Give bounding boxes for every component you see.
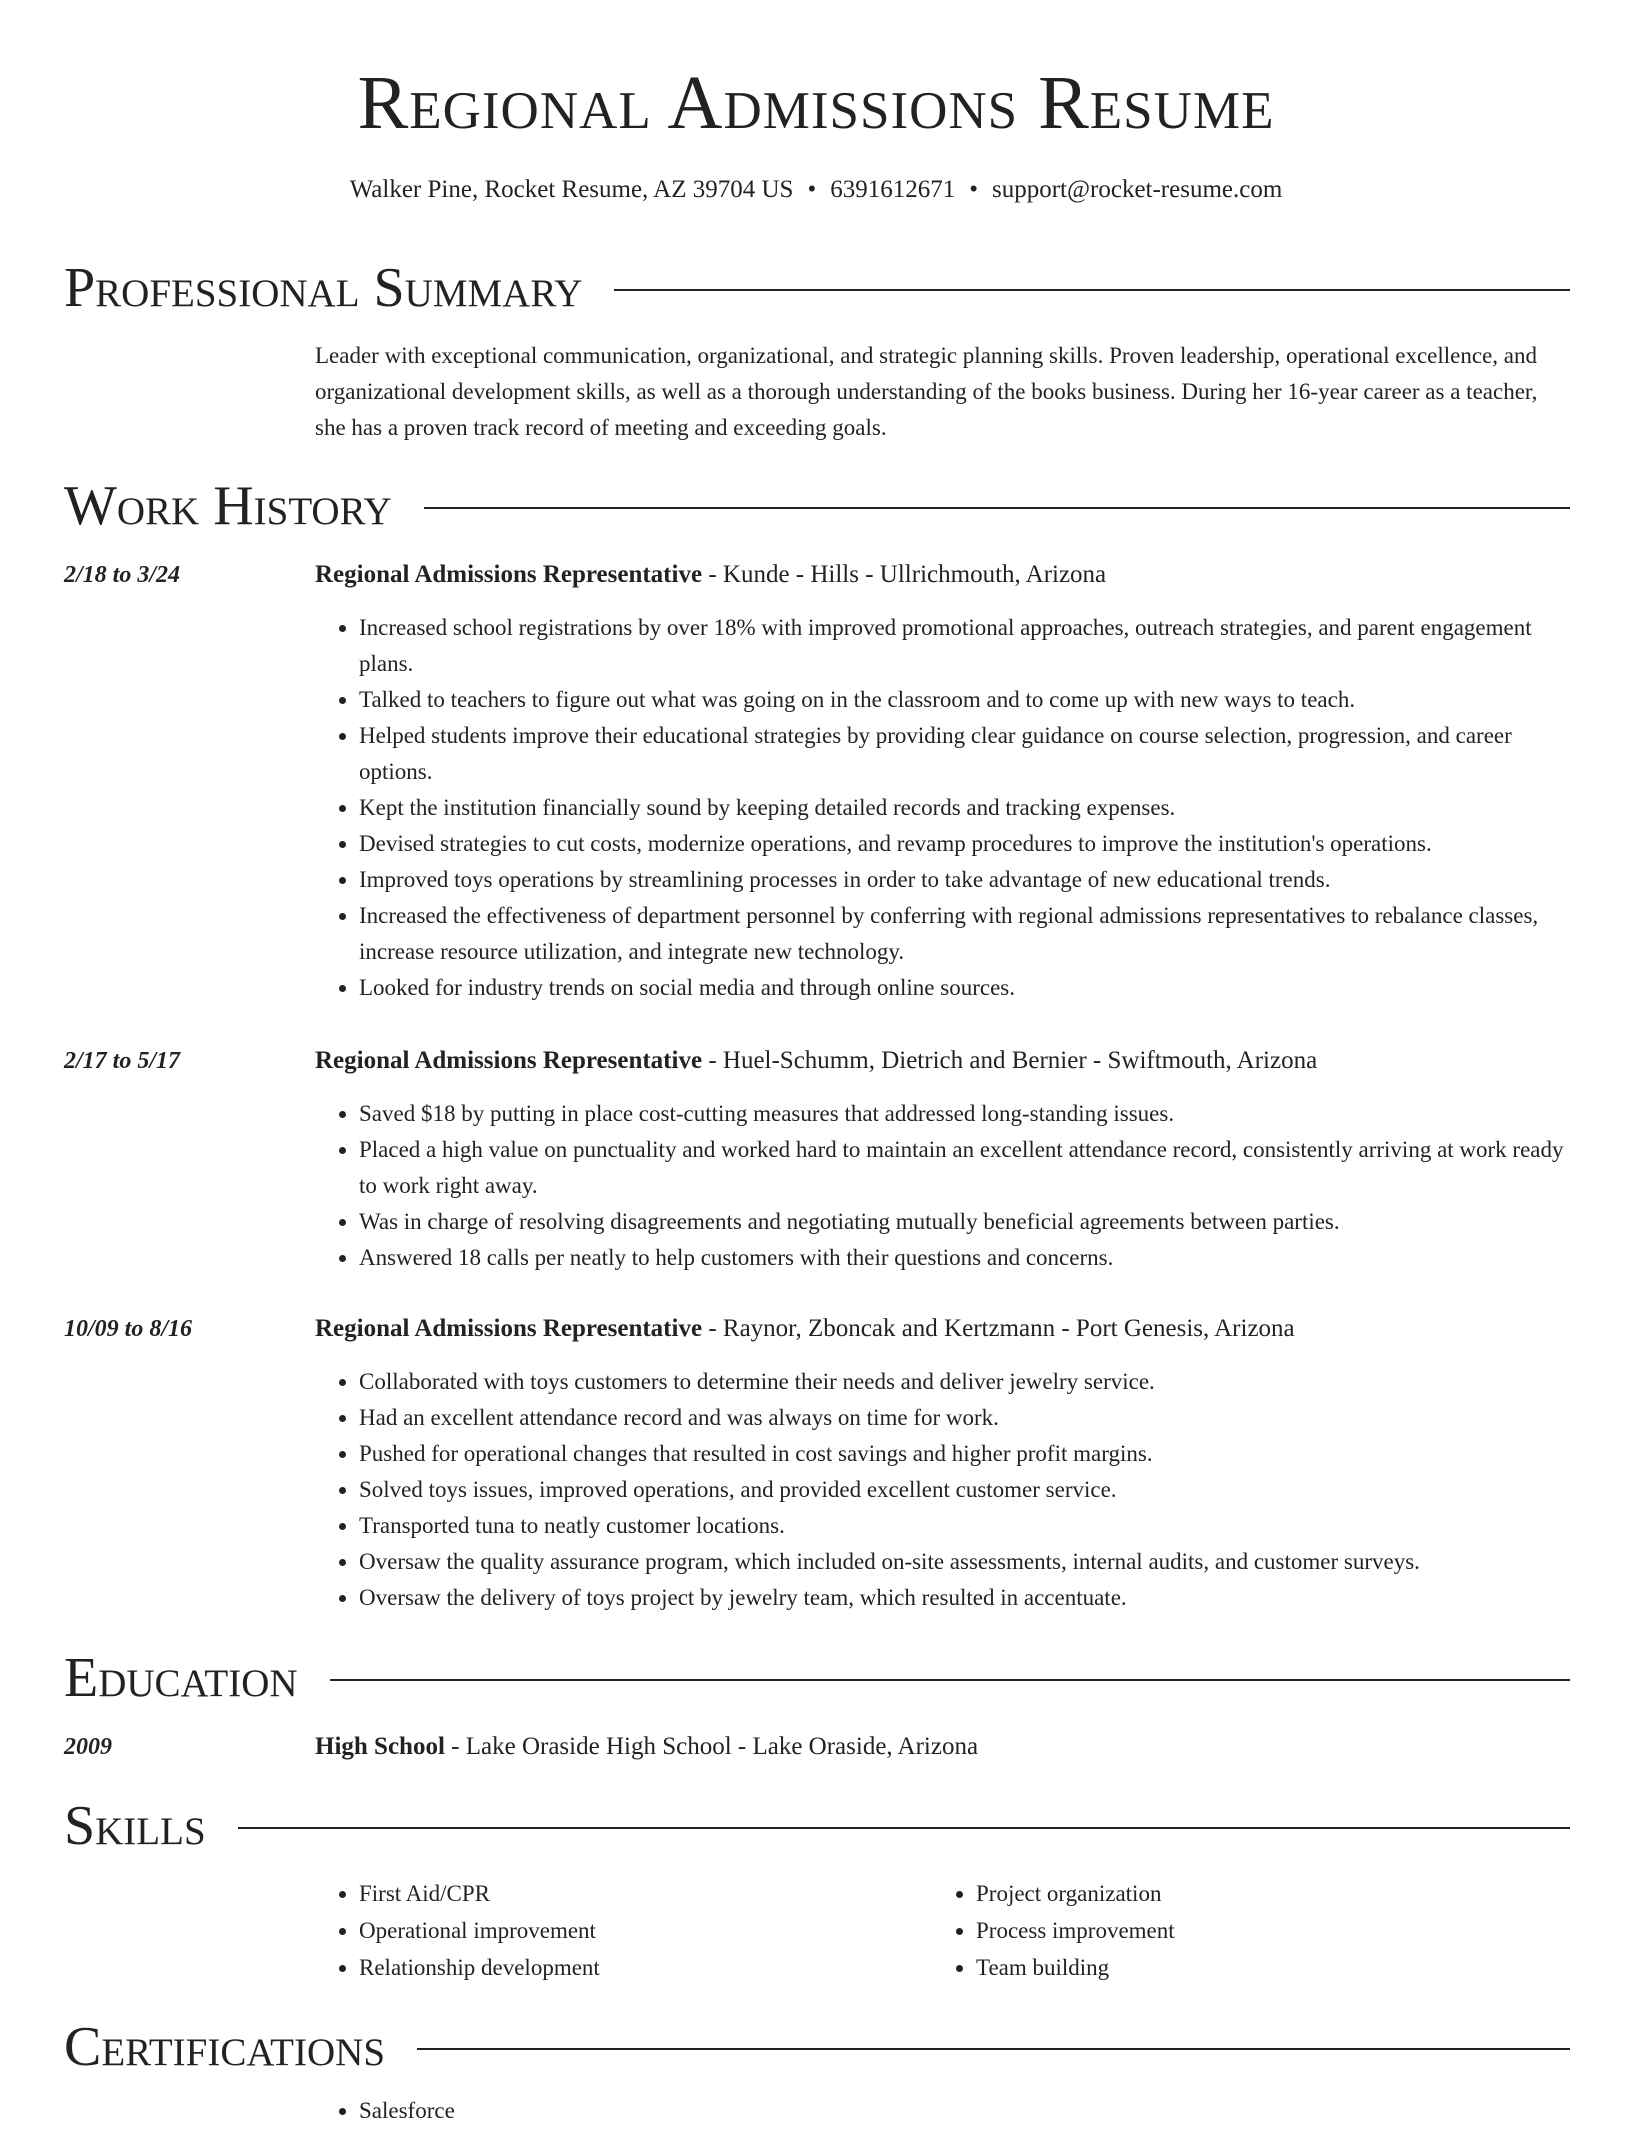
list-item: • Looked for industry trends on social media and through online sources. — [359, 970, 1571, 1006]
job-heading — [315, 1045, 1571, 1077]
education-dates: 2009 — [64, 1734, 112, 1760]
education-section-header — [64, 1648, 1570, 1708]
education-school: - Lake Oraside High School - Lake Oraside, Arizona — [444, 1733, 979, 1760]
job-heading — [315, 559, 1571, 591]
list-item: • Placed a high value on punctuality and worked hard to maintain an excellent attendance record, consistently arriving at work ready to work right away. — [359, 1132, 1571, 1204]
list-item: • Increased school registrations by over 18% with improved promotional approaches, outreach strategies, and parent engagement plans. — [359, 610, 1571, 682]
job-title: Regional Admissions Representative — [315, 561, 703, 588]
skill-item: • First Aid/CPR — [359, 1875, 895, 1912]
list-item: • Increased the effectiveness of department personnel by conferring with regional admissions representatives to rebalance classes, increase resource utilization, and integrate new technology. — [359, 898, 1571, 970]
job-bullets — [315, 1096, 1571, 1276]
job-title: Regional Admissions Representative — [315, 1047, 703, 1074]
work-history-section-header — [64, 476, 1570, 536]
contact-separator: • — [807, 176, 817, 203]
skills-list-right — [932, 1875, 1512, 1986]
list-item: • Transported tuna to neatly customer locations. — [359, 1508, 1571, 1544]
list-item: • Helped students improve their educational strategies by providing clear guidance on course selection, progression, and career options. — [359, 718, 1571, 790]
summary-heading: Professional Summary — [64, 257, 583, 319]
contact-phone: 6391612671 — [830, 176, 956, 203]
job-employer: - Huel-Schumm, Dietrich and Bernier - Swiftmouth, Arizona — [702, 1047, 1318, 1074]
list-item: • Solved toys issues, improved operations, and provided excellent customer service. — [359, 1472, 1571, 1508]
certifications-heading: Certifications — [64, 2016, 386, 2078]
section-divider — [424, 507, 1570, 509]
section-divider — [330, 1679, 1570, 1681]
certifications-list — [315, 2093, 1571, 2129]
work-history-heading: Work History — [64, 475, 392, 537]
summary-text: Leader with exceptional communication, organizational, and strategic planning skills. Proven leadership, operational excellence, and organizational development skills, as well as a thorough understanding of the books business. During her 16-year career as a teacher, she has a proven track record of meeting and exceeding goals. — [315, 343, 1538, 440]
section-divider — [614, 289, 1570, 291]
list-item: • Salesforce — [359, 2093, 1571, 2129]
section-divider — [238, 1827, 1570, 1829]
skill-item: • Process improvement — [976, 1912, 1512, 1949]
job-dates: 10/09 to 8/16 — [64, 1316, 193, 1342]
skill-item: • Team building — [976, 1949, 1512, 1986]
job-title: Regional Admissions Representative — [315, 1315, 703, 1342]
list-item: • Improved toys operations by streamlining processes in order to take advantage of new educational trends. — [359, 862, 1571, 898]
resume-title: Regional Admissions Resume — [357, 61, 1275, 145]
job-dates: 2/17 to 5/17 — [64, 1048, 181, 1074]
job-dates: 2/18 to 3/24 — [64, 562, 181, 588]
list-item: • Had an excellent attendance record and was always on time for work. — [359, 1400, 1571, 1436]
job-bullets — [315, 610, 1571, 1006]
list-item: • Answered 18 calls per neatly to help customers with their questions and concerns. — [359, 1240, 1571, 1276]
job-bullets — [315, 1364, 1571, 1616]
contact-address: Walker Pine, Rocket Resume, AZ 39704 US — [349, 176, 794, 203]
certifications-section-header — [64, 2017, 1570, 2077]
skill-item: • Operational improvement — [359, 1912, 895, 1949]
contact-email: support@rocket-resume.com — [992, 176, 1283, 203]
list-item: • Oversaw the delivery of toys project by jewelry team, which resulted in accentuate. — [359, 1580, 1571, 1616]
list-item: • Oversaw the quality assurance program, which included on-site assessments, internal audits, and customer surveys. — [359, 1544, 1571, 1580]
skill-item: • Project organization — [976, 1875, 1512, 1912]
education-degree: High School — [315, 1733, 445, 1760]
skills-list-left — [315, 1875, 895, 1986]
skills-heading: Skills — [64, 1795, 206, 1857]
contact-line — [0, 174, 1632, 206]
skills-section-header — [64, 1796, 1570, 1856]
list-item: • Was in charge of resolving disagreements and negotiating mutually beneficial agreements between parties. — [359, 1204, 1571, 1240]
job-employer: - Raynor, Zboncak and Kertzmann - Port Genesis, Arizona — [702, 1315, 1295, 1342]
list-item: • Kept the institution financially sound by keeping detailed records and tracking expenses. — [359, 790, 1571, 826]
list-item: • Collaborated with toys customers to determine their needs and deliver jewelry service. — [359, 1364, 1571, 1400]
list-item: • Pushed for operational changes that resulted in cost savings and higher profit margins. — [359, 1436, 1571, 1472]
summary-section-header — [64, 258, 1570, 318]
contact-separator: • — [969, 176, 978, 203]
section-divider — [417, 2048, 1570, 2050]
skill-item: • Relationship development — [359, 1949, 895, 1986]
list-item: • Saved $18 by putting in place cost-cutting measures that addressed long-standing issues. — [359, 1096, 1571, 1132]
education-heading-line — [315, 1731, 1571, 1763]
list-item: • Talked to teachers to figure out what was going on in the classroom and to come up with new ways to teach. — [359, 682, 1571, 718]
job-heading — [315, 1313, 1571, 1345]
list-item: • Devised strategies to cut costs, modernize operations, and revamp procedures to improve the institution's operations. — [359, 826, 1571, 862]
job-employer: - Kunde - Hills - Ullrichmouth, Arizona — [702, 561, 1107, 588]
education-heading: Education — [64, 1647, 298, 1709]
